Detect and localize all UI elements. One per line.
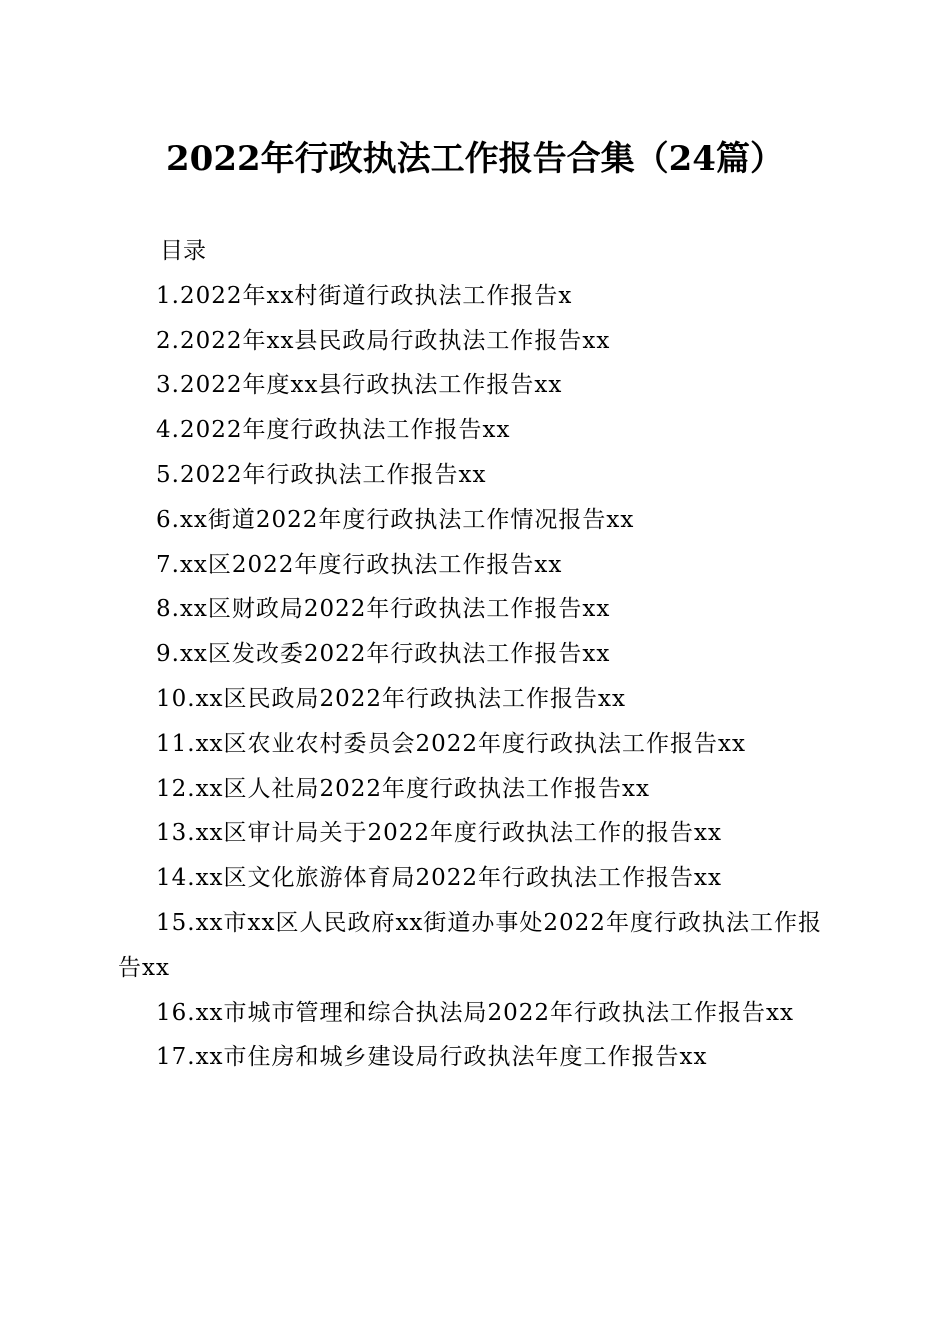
- toc-item: 1.2022年xx村街道行政执法工作报告x: [156, 282, 573, 309]
- toc-item: 5.2022年行政执法工作报告xx: [156, 461, 487, 488]
- toc-item: 6.xx街道2022年度行政执法工作情况报告xx: [156, 506, 635, 533]
- toc-item: 15.xx市xx区人民政府xx街道办事处2022年度行政执法工作报告xx: [118, 909, 822, 981]
- toc-item: 13.xx区审计局关于2022年度行政执法工作的报告xx: [156, 820, 722, 847]
- toc-item: 16.xx市城市管理和综合执法局2022年行政执法工作报告xx: [156, 999, 794, 1026]
- toc-item: 10.xx区民政局2022年行政执法工作报告xx: [156, 685, 626, 712]
- toc-heading: 目录: [160, 238, 206, 264]
- toc-item: 7.xx区2022年度行政执法工作报告xx: [156, 551, 563, 578]
- document-title: 2022年行政执法工作报告合集（24篇）: [166, 139, 784, 179]
- toc-item: 11.xx区农业农村委员会2022年度行政执法工作报告xx: [156, 730, 746, 757]
- toc-item: 17.xx市住房和城乡建设局行政执法年度工作报告xx: [156, 1044, 708, 1071]
- toc-item: 14.xx区文化旅游体育局2022年行政执法工作报告xx: [156, 865, 722, 892]
- table-of-contents: [118, 229, 830, 1080]
- toc-item: 3.2022年度xx县行政执法工作报告xx: [156, 372, 563, 399]
- toc-item: 4.2022年度行政执法工作报告xx: [156, 417, 511, 444]
- toc-item: 9.xx区发改委2022年行政执法工作报告xx: [156, 641, 611, 668]
- toc-item: 2.2022年xx县民政局行政执法工作报告xx: [156, 327, 611, 354]
- toc-list: [118, 274, 830, 1080]
- toc-item: 8.xx区财政局2022年行政执法工作报告xx: [156, 596, 611, 623]
- toc-item: 12.xx区人社局2022年度行政执法工作报告xx: [156, 775, 650, 802]
